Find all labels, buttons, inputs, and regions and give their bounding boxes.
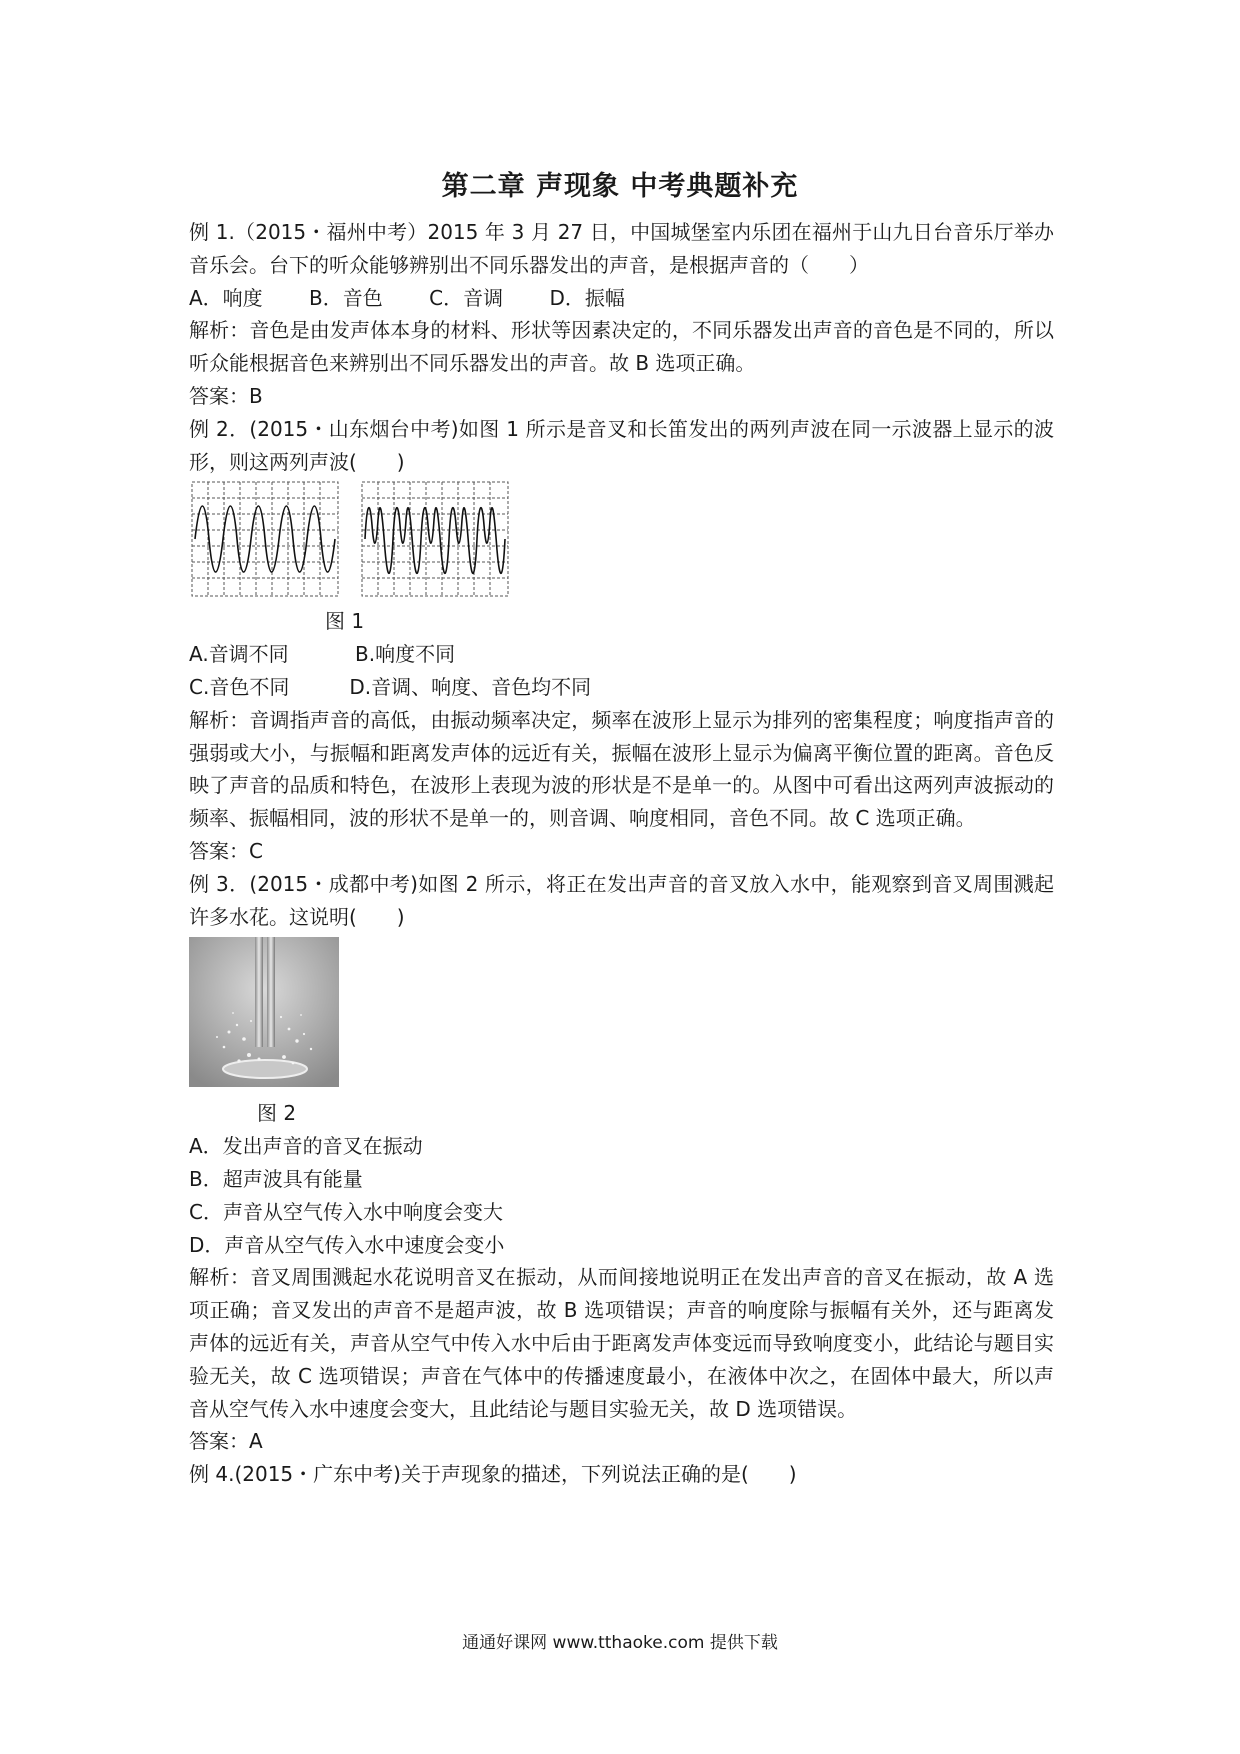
example-3-question: 例 3．(2015・成都中考)如图 2 所示，将正在发出声音的音叉放入水中，能观察到音叉周围溅起许多水花。这说明( ) bbox=[189, 871, 1054, 929]
example-3-option-b: B．超声波具有能量 bbox=[189, 1166, 363, 1191]
example-1-question: 例 1.（2015・福州中考）2015 年 3 月 27 日，中国城堡室内乐团在福州于山九日台音乐厅举办音乐会。台下的听众能够辨别出不同乐器发出的声音，是根据声音的（ ） bbox=[189, 220, 1054, 277]
example-3-analysis: 解析：音叉周围溅起水花说明音叉在振动，从而间接地说明正在发出声音的音叉在振动，故 A 选项正确；音叉发出的声音不是超声波，故 B 选项错误；声音的响度除与振幅有关外，还与距离发声体的远近有关，声音从空气中传入水中后由于距离发声体变远而导致响度变小，此结论与题目实验无关，故 C 选项错误；声音在气体中的传播速度最小，在液体中次之，在固体中最大，所以声音从空气传入水中速度会变大，且此结论与题目实验无关，故 D 选项错误。 bbox=[189, 1265, 1054, 1421]
example-3-option-a: A．发出声音的音叉在振动 bbox=[189, 1134, 423, 1159]
example-3-answer: 答案：A bbox=[189, 1429, 263, 1454]
example-4-question: 例 4.(2015・广东中考)关于声现象的描述，下列说法正确的是( ) bbox=[189, 1462, 797, 1487]
figure-1-caption: 图 1 bbox=[325, 609, 365, 634]
example-3-option-c: C．声音从空气传入水中响度会变大 bbox=[189, 1199, 503, 1224]
example-1-analysis: 解析：音色是由发声体本身的材料、形状等因素决定的，不同乐器发出声音的音色是不同的，所以听众能根据音色来辨别出不同乐器发出的声音。故 B 选项正确。 bbox=[189, 318, 1054, 376]
example-2-analysis: 解析：音调指声音的高低，由振动频率决定，频率在波形上显示为排列的密集程度；响度指声音的强弱或大小，与振幅和距离发声体的远近有关，振幅在波形上显示为偏离平衡位置的距离。音色反映了声音的品质和特色，在波形上表现为波的形状是不是单一的。从图中可看出这两列声波振动的频率、振幅相同，波的形状不是单一的，则音调、响度相同，音色不同。故 C 选项正确。 bbox=[189, 707, 1054, 831]
example-1-options: A．响度 B．音色 C．音调 D．振幅 bbox=[189, 285, 625, 310]
figure-1-oscilloscope-waves bbox=[189, 480, 1054, 605]
tuning-fork-in-water-photo bbox=[189, 937, 339, 1087]
example-2-question: 例 2．(2015・山东烟台中考)如图 1 所示是音叉和长笛发出的两列声波在同一示波器上显示的波形，则这两列声波( ) bbox=[189, 416, 1054, 474]
example-2-options-row-2: C.音色不同 D.音调、响度、音色均不同 bbox=[189, 674, 592, 699]
example-2-options-row-1: A.音调不同 B.响度不同 bbox=[189, 642, 456, 667]
flute-waveform bbox=[361, 480, 511, 600]
example-2-answer: 答案：C bbox=[189, 838, 263, 863]
page-footer: 通通好课网 www.tthaoke.com 提供下载 bbox=[462, 1633, 778, 1653]
page-title: 第二章 声现象 中考典题补充 bbox=[441, 171, 799, 202]
figure-2-caption: 图 2 bbox=[257, 1101, 297, 1126]
figure-2-container bbox=[189, 937, 1054, 1097]
example-1-answer: 答案：B bbox=[189, 383, 263, 408]
tuning-fork-waveform bbox=[191, 480, 341, 600]
example-3-option-d: D．声音从空气传入水中速度会变小 bbox=[189, 1232, 505, 1257]
document-body bbox=[189, 216, 1054, 1491]
